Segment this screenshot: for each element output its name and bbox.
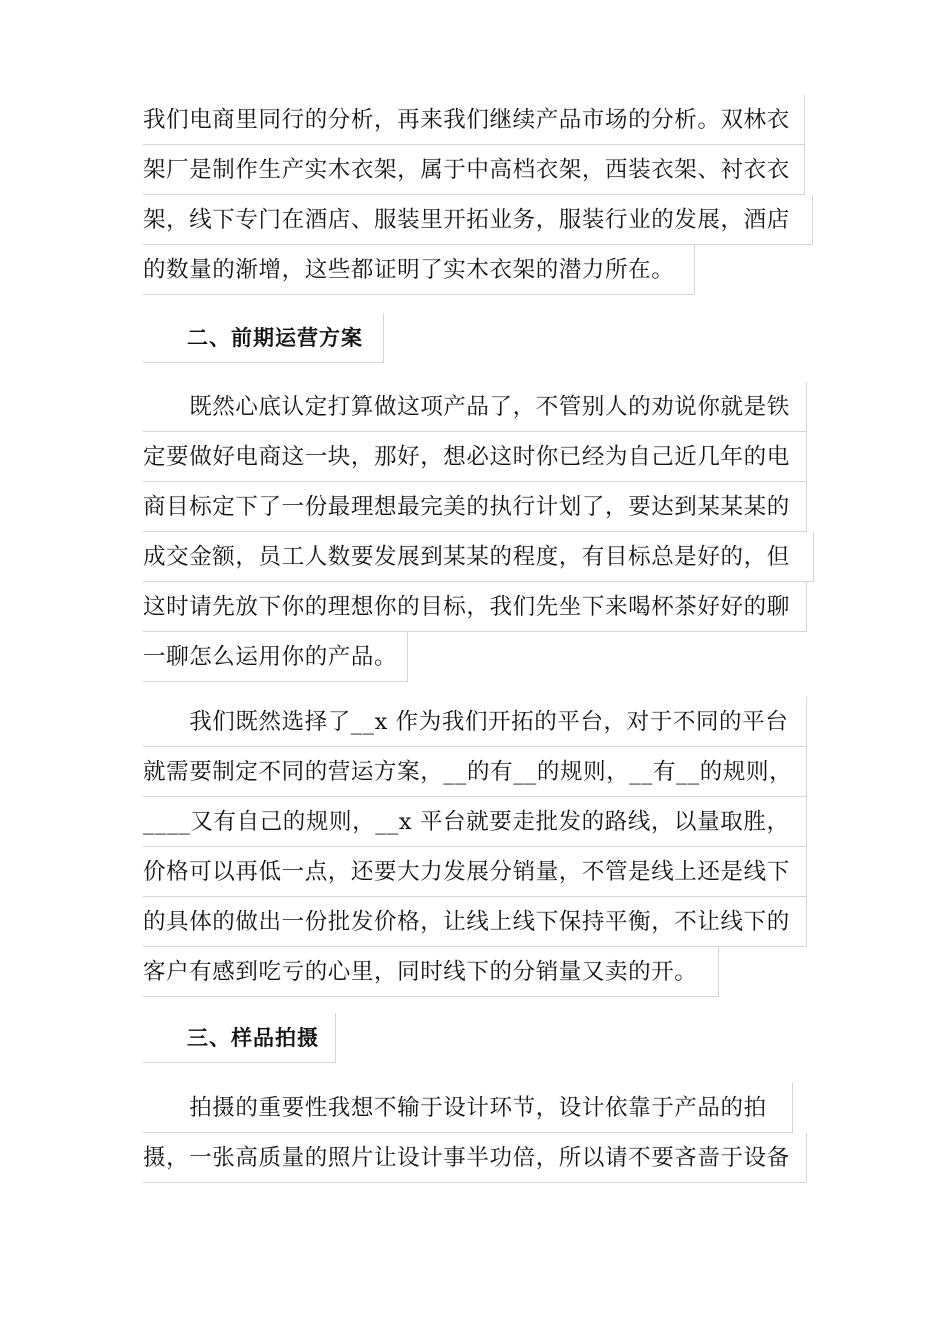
section-heading: 二、前期运营方案 <box>143 313 384 363</box>
text-line: 一聊怎么运用你的产品。 <box>143 632 408 682</box>
text-line: 架厂是制作生产实木衣架，属于中高档衣架，西装衣架、衬衣衣 <box>143 145 805 195</box>
text-line: 摄，一张高质量的照片让设计事半功倍，所以请不要吝啬于设备 <box>143 1133 807 1183</box>
text-line: 架，线下专门在酒店、服装里开拓业务，服装行业的发展，酒店 <box>143 195 813 245</box>
section-heading: 三、样品拍摄 <box>143 1013 336 1063</box>
text-line: 既然心底认定打算做这项产品了，不管别人的劝说你就是铁 <box>143 382 807 432</box>
text-line: 定要做好电商这一块，那好，想必这时你已经为自己近几年的电 <box>143 432 807 482</box>
text-line: 我们电商里同行的分析，再来我们继续产品市场的分析。双林衣 <box>143 95 805 145</box>
text-line: 商目标定下了一份最理想最完美的执行计划了，要达到某某某的 <box>143 482 807 532</box>
text-line: 客户有感到吃亏的心里，同时线下的分销量又卖的开。 <box>143 947 719 997</box>
text-line: 的具体的做出一份批发价格，让线上线下保持平衡，不让线下的 <box>143 897 807 947</box>
text-line: 就需要制定不同的营运方案，__的有__的规则，__有__的规则， <box>143 747 807 797</box>
text-line: 拍摄的重要性我想不输于设计环节，设计依靠于产品的拍 <box>143 1083 793 1133</box>
text-line: ____又有自己的规则，__x 平台就要走批发的路线，以量取胜， <box>143 797 807 847</box>
text-line: 价格可以再低一点，还要大力发展分销量，不管是线上还是线下 <box>143 847 807 897</box>
text-line: 我们既然选择了__x 作为我们开拓的平台，对于不同的平台 <box>143 697 807 747</box>
text-line: 这时请先放下你的理想你的目标，我们先坐下来喝杯茶好好的聊 <box>143 582 807 632</box>
text-line: 的数量的渐增，这些都证明了实木衣架的潜力所在。 <box>143 245 695 295</box>
text-line: 成交金额，员工人数要发展到某某的程度，有目标总是好的，但 <box>143 532 814 582</box>
